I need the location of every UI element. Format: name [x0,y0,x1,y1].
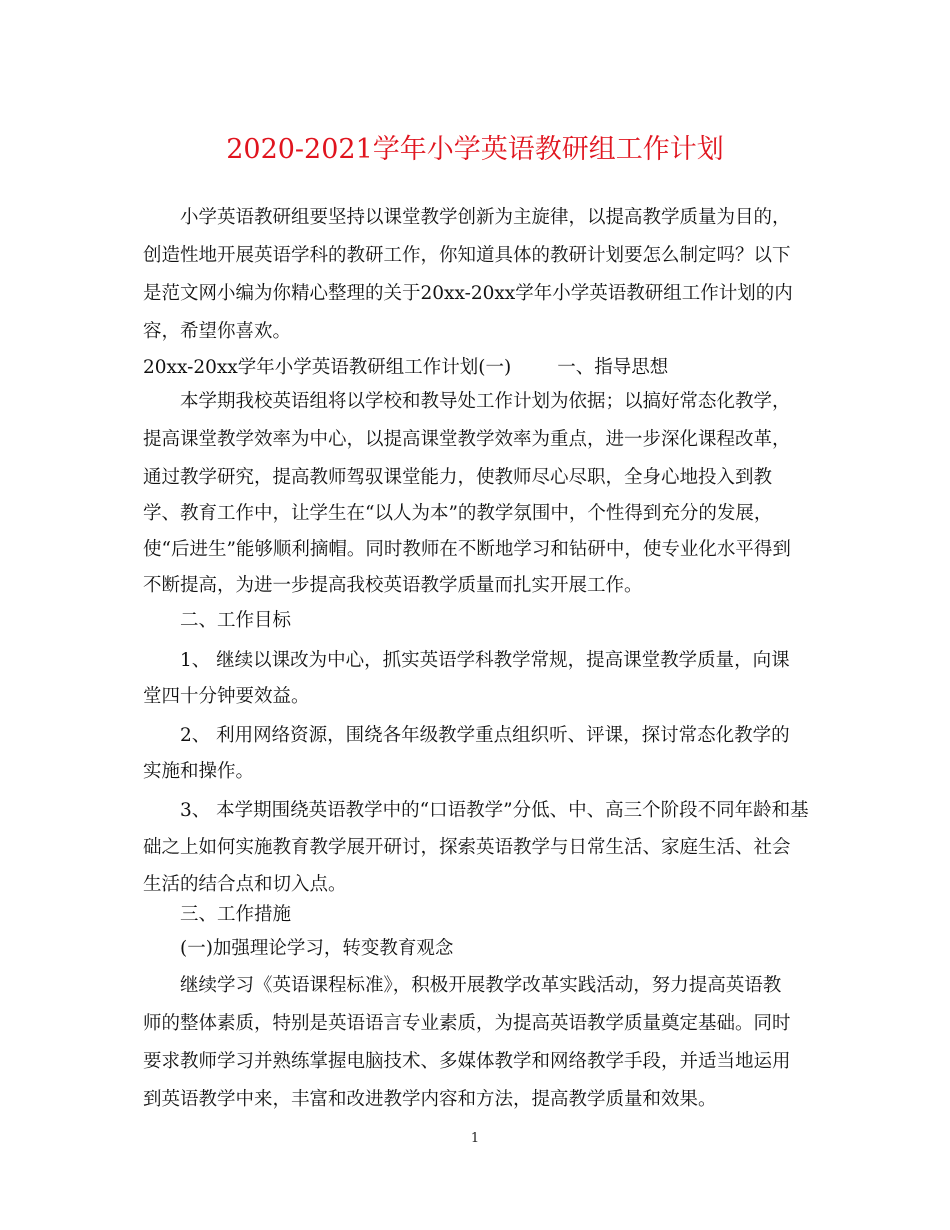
measure-1-line: 继续学习《英语课程标准》，积极开展教学改革实践活动，努力提高英语教 [180,975,782,996]
guiding-paragraph-line: 提高课堂教学效率为中心，以提高课堂教学效率为重点，进一步深化课程改革， [143,429,791,450]
measure-1-line: 要求教师学习并熟练掌握电脑技术、多媒体教学和网络教学手段，并适当地运用 [143,1051,791,1072]
document-title: 2020-2021学年小学英语教研组工作计划 [226,134,724,165]
goal-2-line: 实施和操作。 [143,761,255,782]
guiding-paragraph-line: 通过教学研究，提高教师驾驭课堂能力，使教师尽心尽职，全身心地投入到教 [143,467,773,488]
goal-1-line: 堂四十分钟要效益。 [143,686,310,707]
measure-1-line: 到英语教学中来，丰富和改进教学内容和方法，提高教学质量和效果。 [143,1089,717,1110]
goal-3-line: 生活的结合点和切入点。 [143,874,347,895]
guiding-paragraph-line: 本学期我校英语组将以学校和教导处工作计划为依据；以搞好常态化教学， [180,391,791,412]
intro-line: 容，希望你喜欢。 [143,321,292,342]
intro-line: 小学英语教研组要坚持以课堂教学创新为主旋律，以提高教学质量为目的， [180,207,791,228]
goal-1-line: 1、 继续以课改为中心，抓实英语学科教学常规，提高课堂教学质量，向课 [180,650,790,671]
intro-line: 是范文网小编为你精心整理的关于20xx-20xx学年小学英语教研组工作计划的内 [143,283,793,304]
goal-3-line: 础之上如何实施教育教学展开研讨，探索英语教学与日常生活、家庭生活、社会 [143,837,791,858]
guiding-paragraph-line: 不断提高，为进一步提高我校英语教学质量而扎实开展工作。 [143,575,643,596]
guiding-paragraph-line: 学、教育工作中，让学生在“以人为本”的教学氛围中，个性得到充分的发展， [143,503,773,524]
page-number: 1 [470,1131,480,1146]
measure-1-heading: (一)加强理论学习，转变教育观念 [180,938,454,959]
goal-3-line: 3、 本学期围绕英语教学中的“口语教学”分低、中、高三个阶段不同年龄和基 [180,800,809,821]
work-goals-heading: 二、工作目标 [180,610,292,631]
intro-line: 创造性地开展英语学科的教研工作，你知道具体的教研计划要怎么制定吗？以下 [143,245,791,266]
work-measures-heading: 三、工作措施 [180,904,292,925]
guiding-ideology-heading: 一、指导思想 [557,357,669,378]
section-header [143,353,668,383]
goal-2-line: 2、 利用网络资源，围绕各年级教学重点组织听、评课，探讨常态化教学的 [180,725,790,746]
plan-label: 20xx-20xx学年小学英语教研组工作计划(一) [143,357,512,378]
guiding-paragraph-line: 使“后进生”能够顺利摘帽。同时教师在不断地学习和钻研中，使专业化水平得到 [143,539,791,560]
measure-1-line: 师的整体素质，特别是英语语言专业素质，为提高英语教学质量奠定基础。同时 [143,1013,791,1034]
